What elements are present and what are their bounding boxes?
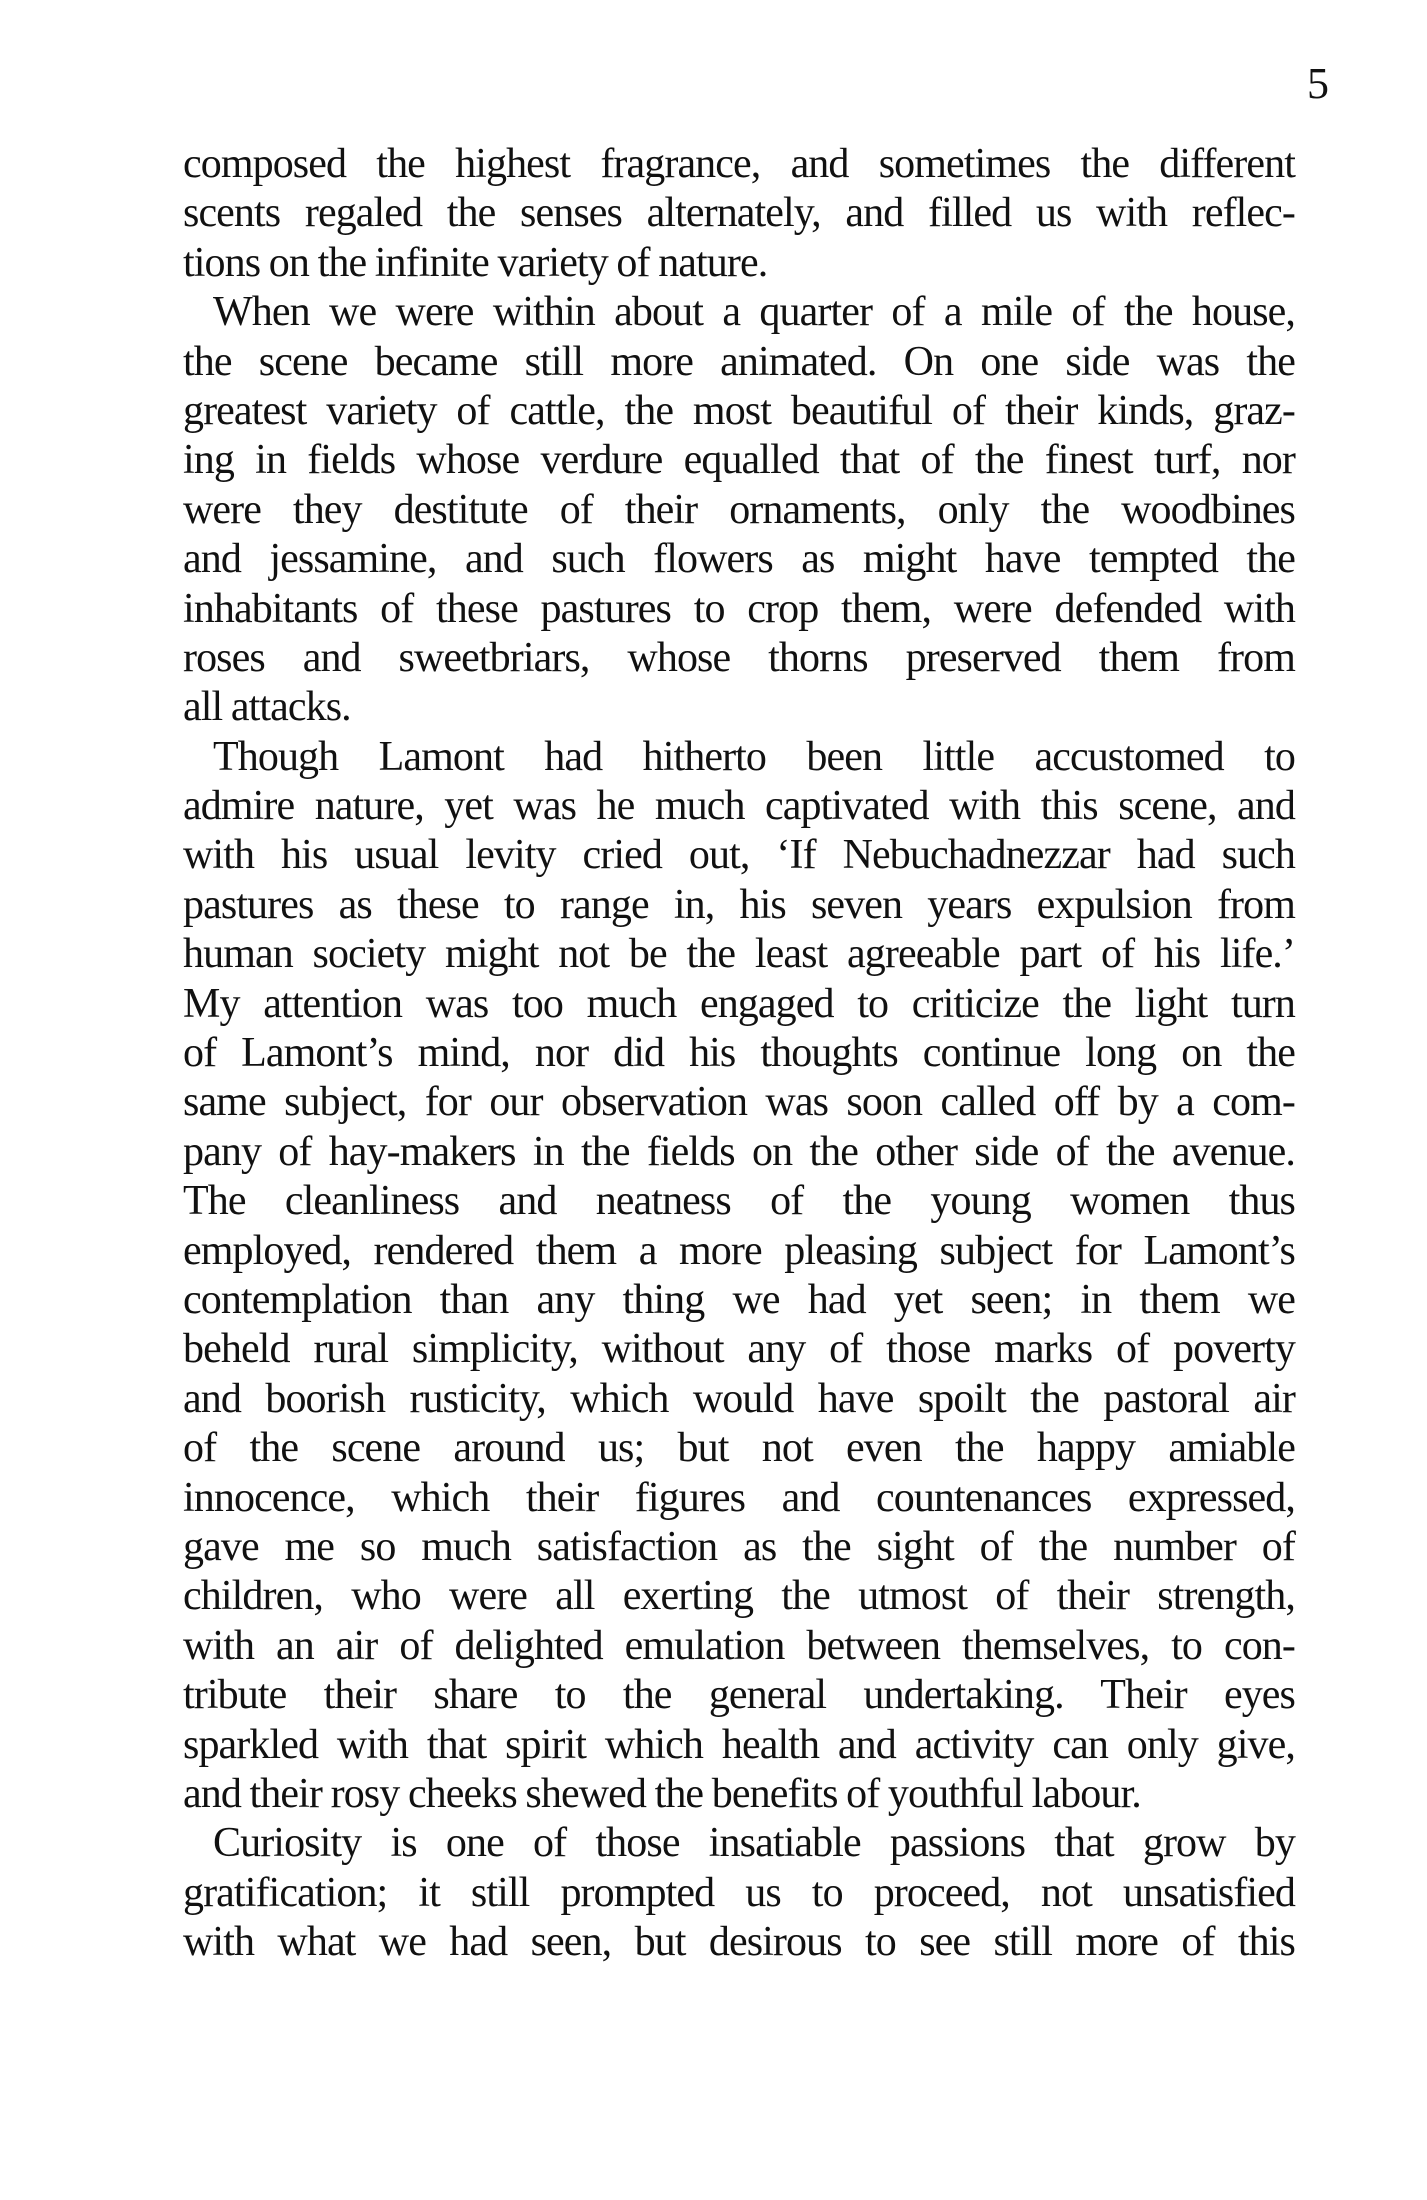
paragraph: [183, 733, 1295, 1820]
text-line: inhabitants of these pastures to crop them, were defended with: [183, 585, 1295, 632]
text-line: gave me so much satisfaction as the sight of the number of: [183, 1523, 1295, 1570]
text-line: all attacks.: [183, 684, 351, 731]
text-line: beheld rural simplicity, without any of those marks of poverty: [183, 1326, 1295, 1373]
text-line: employed, rendered them a more pleasing subject for Lamont’s: [183, 1227, 1295, 1274]
text-line: roses and sweetbriars, whose thorns preserved them from: [183, 634, 1295, 681]
text-line: with an air of delighted emulation between themselves, to con-: [183, 1622, 1295, 1669]
text-line: pastures as these to range in, his seven years expulsion from: [183, 881, 1295, 928]
text-line: with his usual levity cried out, ‘If Nebuchadnezzar had such: [183, 832, 1295, 879]
text-line: tions on the infinite variety of nature.: [183, 239, 768, 286]
text-line: greatest variety of cattle, the most beautiful of their kinds, graz-: [183, 387, 1295, 434]
text-line: composed the highest fragrance, and sometimes the different: [183, 141, 1295, 187]
text-line: with what we had seen, but desirous to see still more of this: [183, 1919, 1295, 1966]
text-line: scents regaled the senses alternately, and filled us with reflec-: [183, 190, 1295, 237]
text-line: human society might not be the least agreeable part of his life.’: [183, 931, 1295, 978]
page-number: 5: [1307, 59, 1329, 108]
text-line: gratification; it still prompted us to proceed, not unsatisfied: [183, 1869, 1295, 1916]
text-line: innocence, which their figures and countenances expressed,: [183, 1474, 1295, 1521]
text-line: The cleanliness and neatness of the young women thus: [183, 1178, 1295, 1225]
text-line: of the scene around us; but not even the happy amiable: [183, 1425, 1295, 1472]
text-line: children, who were all exerting the utmost of their strength,: [183, 1573, 1295, 1620]
text-line: contemplation than any thing we had yet seen; in them we: [183, 1276, 1295, 1323]
text-line: were they destitute of their ornaments, only the woodbines: [183, 486, 1295, 533]
paragraph: [183, 288, 1295, 733]
text-line: My attention was too much engaged to criticize the light turn: [183, 980, 1295, 1027]
body-text: [183, 140, 1295, 1967]
text-line: When we were within about a quarter of a mile of the house,: [213, 289, 1295, 336]
text-line: tribute their share to the general undertaking. Their eyes: [183, 1672, 1295, 1719]
text-line: admire nature, yet was he much captivated with this scene, and: [183, 783, 1295, 830]
text-line: and jessamine, and such flowers as might have tempted the: [183, 536, 1295, 583]
text-line: same subject, for our observation was soon called off by a com-: [183, 1079, 1295, 1126]
text-line: Curiosity is one of those insatiable passions that grow by: [213, 1820, 1295, 1867]
paragraph: [183, 1819, 1295, 1967]
text-line: and boorish rusticity, which would have spoilt the pastoral air: [183, 1375, 1295, 1422]
text-line: of Lamont’s mind, nor did his thoughts continue long on the: [183, 1030, 1295, 1077]
text-line: the scene became still more animated. On one side was the: [183, 338, 1295, 385]
text-line: sparkled with that spirit which health and activity can only give,: [183, 1721, 1295, 1768]
text-line: pany of hay-makers in the fields on the other side of the avenue.: [183, 1128, 1295, 1175]
text-line: ing in fields whose verdure equalled that of the finest turf, nor: [183, 437, 1295, 484]
paragraph: [183, 140, 1295, 288]
text-line: and their rosy cheeks shewed the benefits of youthful labour.: [183, 1770, 1141, 1817]
text-line: Though Lamont had hitherto been little accustomed to: [213, 733, 1295, 780]
